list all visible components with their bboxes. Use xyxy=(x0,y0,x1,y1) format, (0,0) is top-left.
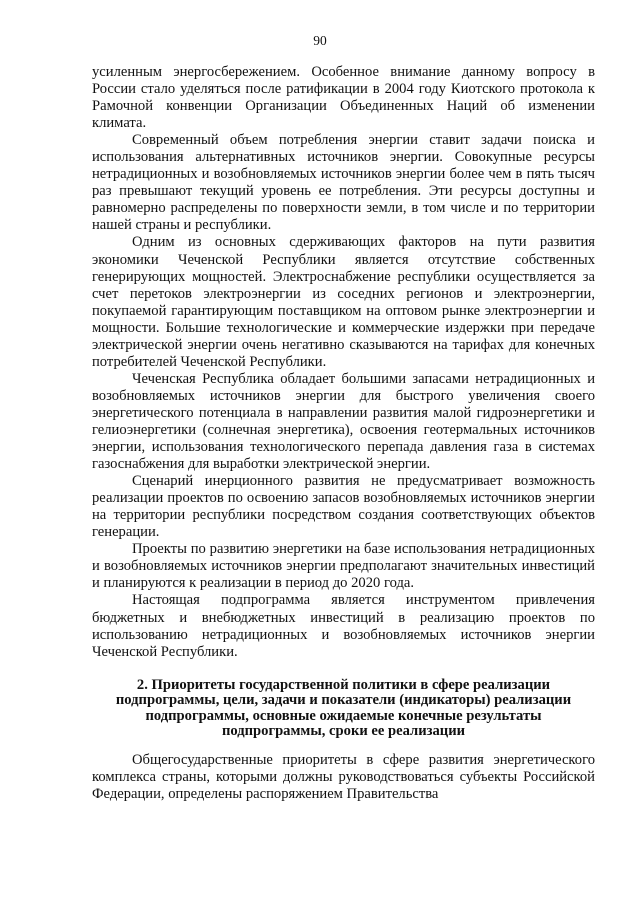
section-heading: 2. Приоритеты государственной политики в сфере реализации подпрограммы, цели, задачи и показатели (индикаторы) реализации подпрограммы, основные ожидаемые конечные результаты подпрограммы, сроки ее реализации xyxy=(115,676,572,740)
document-body xyxy=(92,64,595,803)
paragraph: Современный объем потребления энергии ставит задачи поиска и использования альтернативных источников энергии. Совокупные ресурсы нетрадиционных и возобновляемых источников энергии более чем в пять тысяч раз превышают текущий уровень ее потребления. Эти ресурсы доступны и равномерно распределены по поверхности земли, в том числе и по территории нашей страны и республики. xyxy=(92,132,595,234)
paragraph: Общегосударственные приоритеты в сфере развития энергетического комплекса страны, которыми должны руководствоваться субъекты Российской Федерации, определены распоряжением Правительства xyxy=(92,751,595,802)
paragraph: Одним из основных сдерживающих факторов на пути развития экономики Чеченской Республики является отсутствие собственных генерирующих мощностей. Электроснабжение республики осуществляется за счет перетоков электроэнергии из соседних регионов и электроэнергии, покупаемой гарантирующим поставщиком на оптовом рынке электроэнергии и мощности. Большие технологические и коммерческие издержки при передаче электрической энергии очень негативно сказываются на тарифах для конечных потребителей Чеченской Республики. xyxy=(92,234,595,370)
paragraph: Сценарий инерционного развития не предусматривает возможность реализации проектов по освоению запасов возобновляемых источников энергии на территории республики посредством создания соответствующих объектов генерации. xyxy=(92,473,595,541)
paragraph: Проекты по развитию энергетики на базе использования нетрадиционных и возобновляемых источников энергии предполагают значительных инвестиций и планируются к реализации в период до 2020 года. xyxy=(92,541,595,592)
paragraph: Настоящая подпрограмма является инструментом привлечения бюджетных и внебюджетных инвестиций в реализацию проектов по использованию нетрадиционных и возобновляемых источников энергии Чеченской Республики. xyxy=(92,592,595,660)
paragraph: Чеченская Республика обладает большими запасами нетрадиционных и возобновляемых источников энергии для быстрого увеличения своего энергетического потенциала в направлении развития малой гидроэнергетики и гелиоэнергетики (солнечная энергетика), освоения геотермальных источников энергии, использования технологического перепада давления газа в системах газоснабжения для выработки электрической энергии. xyxy=(92,370,595,473)
page-number: 90 xyxy=(313,33,327,48)
paragraph-continuation: усиленным энергосбережением. Особенное внимание данному вопросу в России стало уделяться после ратификации в 2004 году Киотского протокола к Рамочной конвенции Организации Объединенных Наций об изменении климата. xyxy=(92,64,595,132)
